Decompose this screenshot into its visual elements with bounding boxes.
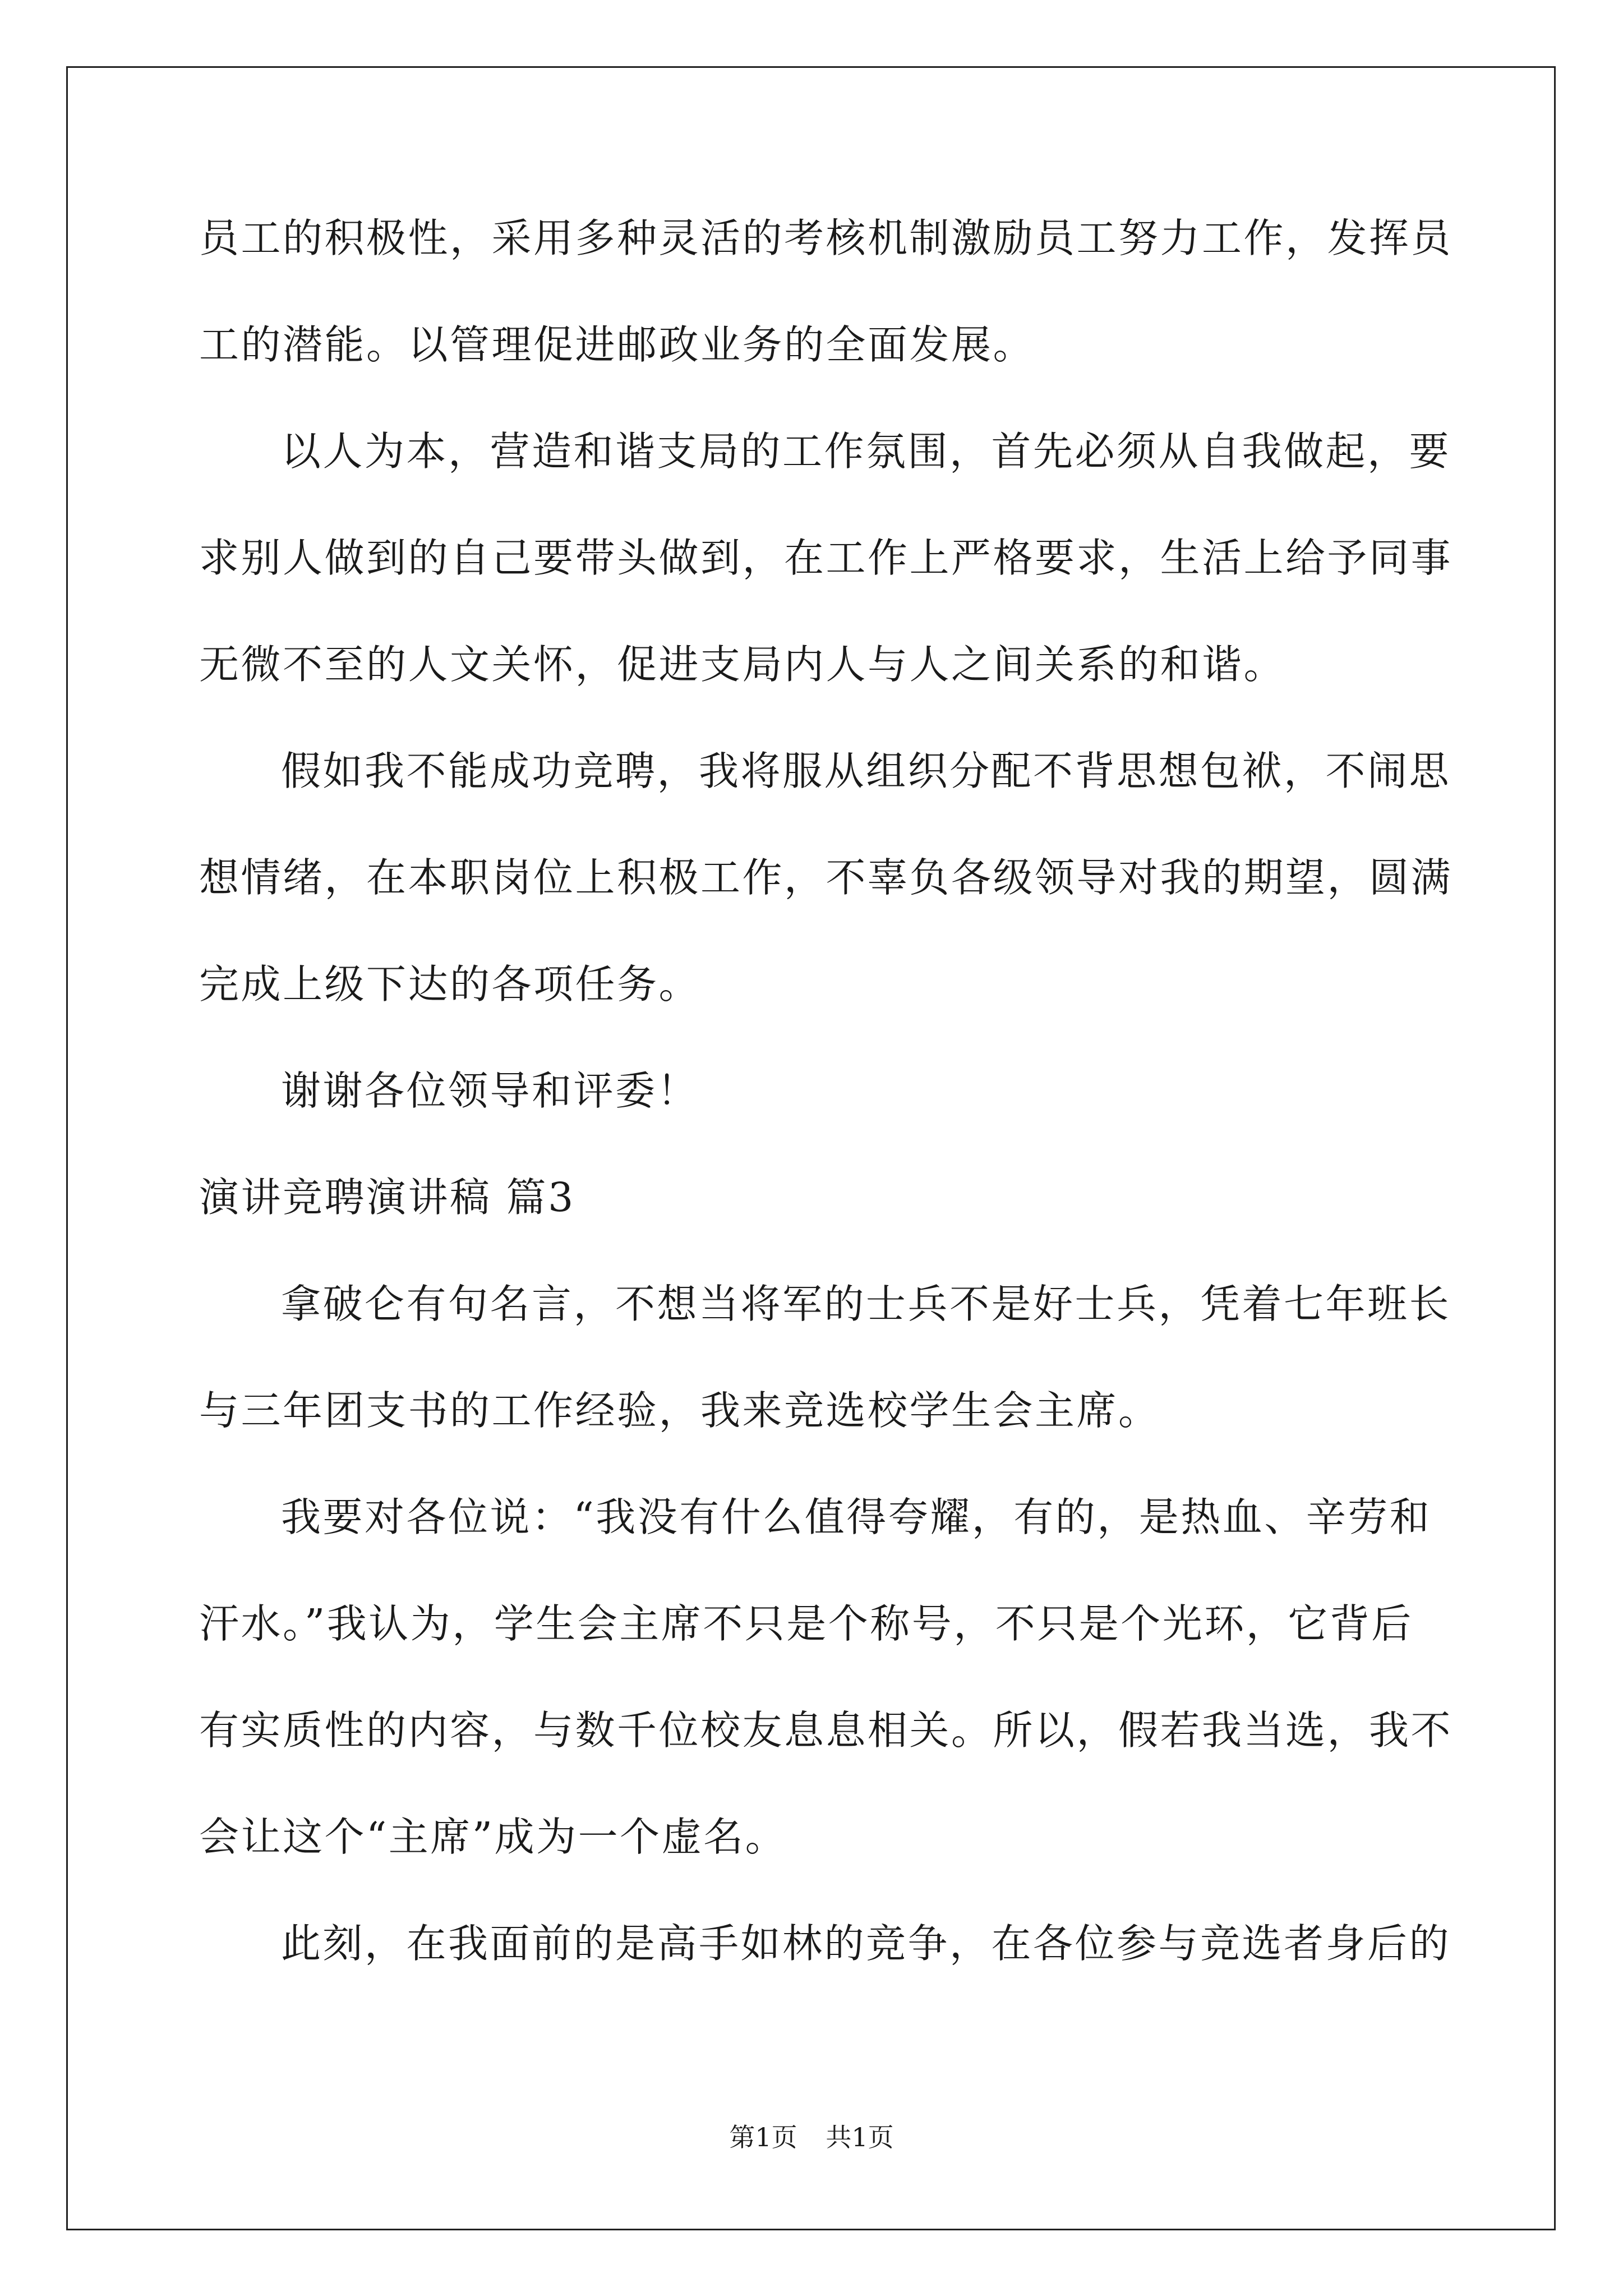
page-number-total: 共1页 (826, 2122, 894, 2152)
page-number-current: 第1页 (729, 2122, 797, 2152)
text-line: 我要对各位说：“我没有什么值得夸耀，有的，是热血、辛劳和 (281, 1494, 1432, 1540)
text-line: 假如我不能成功竞聘，我将服从组织分配不背思想包袱，不闹思 (281, 748, 1451, 794)
text-line: 谢谢各位领导和评委！ (281, 1068, 699, 1114)
text-line: 有实质性的内容，与数千位校友息息相关。所以，假若我当选，我不 (199, 1707, 1453, 1754)
page-border (66, 66, 1556, 2230)
text-line: 与三年团支书的工作经验，我来竞选校学生会主席。 (199, 1387, 1160, 1434)
page-footer (0, 2120, 1623, 2154)
text-line: 求别人做到的自己要带头做到，在工作上严格要求，生活上给予同事 (199, 535, 1453, 581)
text-line: 员工的积极性，采用多种灵活的考核机制激励员工努力工作，发挥员 (199, 215, 1453, 261)
text-line: 此刻，在我面前的是高手如林的竞争，在各位参与竞选者身后的 (281, 1920, 1451, 1967)
section-heading: 演讲竞聘演讲稿 篇3 (199, 1174, 575, 1221)
text-line: 以人为本，营造和谐支局的工作氛围，首先必须从自我做起，要 (281, 428, 1451, 475)
text-line: 汗水。”我认为，学生会主席不只是个称号，不只是个光环，它背后 (199, 1600, 1413, 1647)
text-line: 工的潜能。以管理促进邮政业务的全面发展。 (199, 321, 1035, 368)
text-line: 会让这个“主席”成为一个虚名。 (199, 1814, 787, 1860)
text-line: 完成上级下达的各项任务。 (199, 961, 701, 1007)
text-line: 无微不至的人文关怀，促进支局内人与人之间关系的和谐。 (199, 641, 1286, 688)
text-line: 拿破仑有句名言，不想当将军的士兵不是好士兵，凭着七年班长 (281, 1281, 1451, 1327)
text-line: 想情绪，在本职岗位上积极工作，不辜负各级领导对我的期望，圆满 (199, 854, 1453, 901)
